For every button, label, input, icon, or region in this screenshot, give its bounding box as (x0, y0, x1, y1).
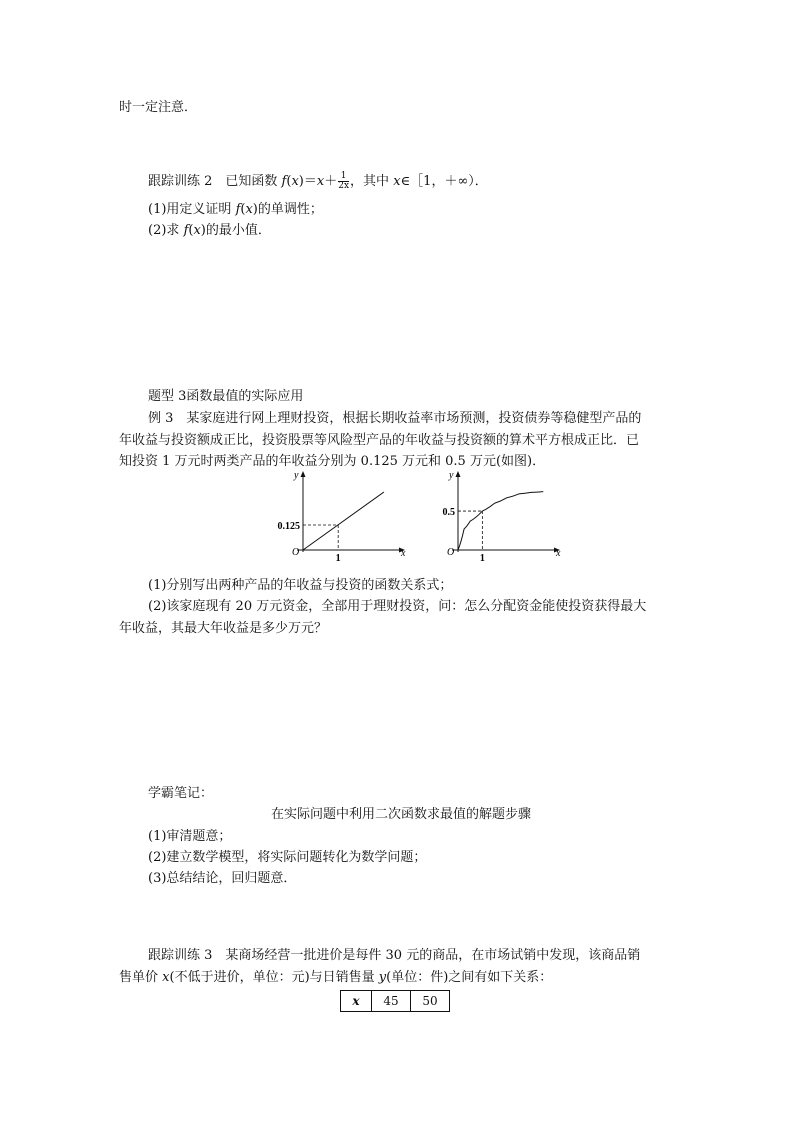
ex3-var-y: y (378, 970, 387, 985)
continuation-text: 时一定注意． (119, 100, 198, 115)
example-3-q2-line-1: (2)该家庭现有 20 万元资金，全部用于理财投资，问：怎么分配资金能使投资获得最大 (148, 599, 647, 614)
topic-3-title: 题型 3函数最值的实际应用 (148, 389, 304, 404)
chart1-y-tick-label: 0.125 (277, 521, 300, 532)
exercise-2-head: 跟踪训练 2 已知函数 (148, 174, 278, 189)
where-var: x (393, 174, 401, 189)
chart-sqrt (420, 472, 560, 564)
chart-linear (265, 472, 405, 564)
chart1-series-line (303, 492, 384, 550)
ex3-l2-b: (不低于进价，单位：元)与日销售量 (169, 970, 375, 985)
chart1-y-arrow (301, 471, 306, 477)
ex3-var-x: x (162, 970, 170, 985)
exercise-2-q2: (2)求 f(x)的最小值． (148, 223, 271, 238)
chart1-x-label: x (401, 548, 406, 559)
q2-fn: f (183, 223, 189, 238)
exercise-2-statement: 跟踪训练 2 已知函数 f(x)＝x＋ $\frac{1}{2x}$ ，其中 x∈［1，＋∞）． (148, 171, 488, 191)
exercise-3-line-1: 跟踪训练 3 某商场经营一批进价是每件 30 元的商品，在市场试销中发现，该商品销 (148, 948, 641, 963)
chart1-x-tick-label: 1 (335, 553, 341, 564)
chart2-y-arrow (456, 471, 461, 477)
notes-step-3: (3)总结结论，回归题意． (148, 871, 297, 886)
ex3-l2-a: 售单价 (119, 970, 159, 985)
example-3-q2-line-2: 年收益，其最大年收益是多少万元？ (119, 621, 328, 636)
notes-title: 在实际问题中利用二次函数求最值的解题步骤 (271, 807, 532, 822)
fn-var: x (291, 174, 299, 189)
fraction-numerator: 1 (338, 172, 349, 182)
chart2-x-label: x (556, 548, 561, 559)
notes-step-1: (1)审清题意； (148, 829, 232, 844)
table-cell: x (341, 991, 372, 1012)
notes-step-2: (2)建立数学模型，将实际问题转化为数学问题； (148, 850, 427, 865)
table-row (341, 991, 450, 1012)
eq-var: x (316, 174, 325, 189)
q1-fn: f (235, 202, 241, 217)
equals: ＝ (303, 174, 317, 189)
q2-post: 的最小值． (205, 223, 271, 238)
fn-name: f (281, 174, 287, 189)
table-cell: 45 (372, 991, 411, 1012)
exercise-3-line-2 (119, 969, 552, 987)
chart2-y-label: y (449, 470, 454, 481)
value-table (340, 990, 450, 1012)
q1-post: 的单调性； (257, 202, 323, 217)
chart2-y-tick-label: 0.5 (442, 507, 455, 519)
chart2-x-tick-label: 1 (479, 553, 485, 564)
fraction-denominator: 2x (338, 181, 350, 191)
q1-pre: (1)用定义证明 (148, 202, 232, 217)
fraction (338, 172, 349, 191)
example-3-line-2: 年收益与投资额成正比，投资股票等风险型产品的年收益与投资额的算术平方根成正比．已 (119, 433, 640, 448)
example-3-line-3: 知投资 1 万元时两类产品的年收益分别为 0.125 万元和 0.5 万元(如图)． (119, 454, 546, 469)
chart1-y-label: y (294, 470, 299, 481)
chart1-origin-label: O (292, 547, 300, 558)
table-cell: 50 (411, 991, 450, 1012)
chart2-origin-label: O (447, 547, 455, 558)
interval: ∈［1，＋∞）． (400, 174, 488, 189)
q2-var: x (193, 223, 201, 238)
example-3-q1: (1)分别写出两种产品的年收益与投资的函数关系式； (148, 578, 453, 593)
ex3-l2-c: (单位：件)之间有如下关系： (386, 970, 553, 985)
q1-var: x (245, 202, 253, 217)
where-text: ，其中 (350, 174, 390, 189)
example-3-line-1: 例 3 某家庭进行网上理财投资，根据长期收益率市场预测，投资债券等稳健型产品的 (148, 411, 642, 426)
exercise-2-q1: (1)用定义证明 f(x)的单调性； (148, 202, 323, 217)
plus: ＋ (324, 174, 338, 189)
q2-pre: (2)求 (148, 223, 180, 238)
chart2-series-line (458, 492, 543, 550)
notes-label: 学霸笔记： (148, 786, 214, 801)
